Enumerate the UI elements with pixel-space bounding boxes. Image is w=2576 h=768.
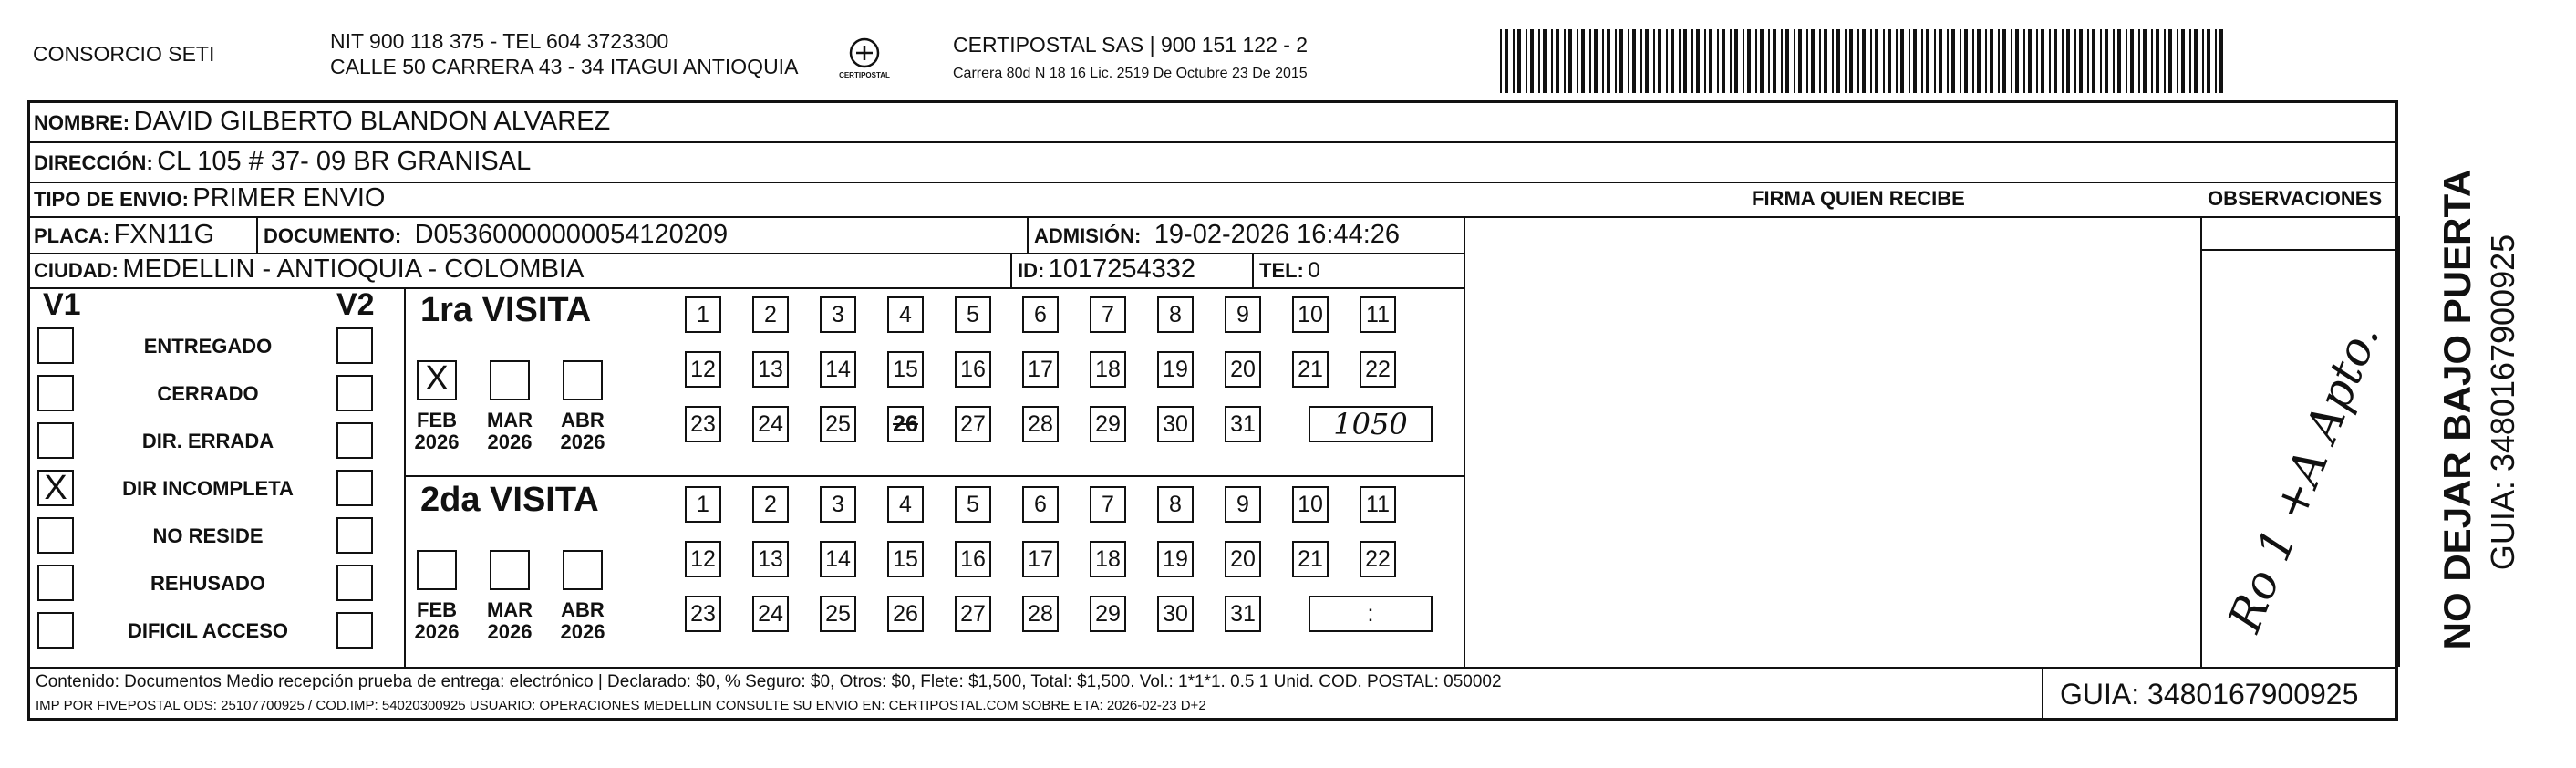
barcode-bar	[1845, 29, 1847, 93]
barcode-bar	[1824, 29, 1827, 93]
day-box[interactable]: 14	[820, 541, 856, 577]
barcode-bar	[1849, 29, 1853, 93]
day-box[interactable]: 10	[1292, 296, 1329, 333]
month-label	[409, 410, 464, 453]
v2-checkbox[interactable]	[336, 375, 373, 411]
shipping-form	[27, 100, 2398, 721]
barcode-bar	[1645, 29, 1649, 93]
tel-label: TEL:	[1259, 259, 1304, 282]
observaciones-note	[2200, 313, 2398, 659]
barcode-bar	[1998, 29, 2000, 93]
month-label	[482, 599, 537, 643]
v2-checkbox[interactable]	[336, 565, 373, 601]
barcode-bar	[1658, 29, 1661, 93]
recipient-name: DAVID GILBERTO BLANDON ALVAREZ	[133, 107, 611, 136]
month-name: MAR	[486, 598, 533, 621]
barcode-bar	[1722, 29, 1725, 93]
barcode-bar	[1875, 29, 1878, 93]
month-name: FEB	[417, 598, 457, 621]
barcode-bar	[1743, 29, 1744, 93]
visit-2-title: 2da VISITA	[420, 481, 599, 519]
v1-checkbox[interactable]	[37, 612, 74, 649]
barcode-bar	[1896, 29, 1898, 93]
day-box[interactable]: 23	[685, 406, 721, 442]
barcode-bar	[1960, 29, 1961, 93]
day-box[interactable]: 27	[955, 596, 991, 632]
barcode-bar	[1543, 29, 1547, 93]
barcode-bar	[1921, 29, 1923, 93]
barcode-bar	[1773, 29, 1776, 93]
v2-checkbox[interactable]	[336, 517, 373, 554]
day-box[interactable]: 26	[887, 406, 924, 442]
day-box[interactable]: 18	[1090, 541, 1126, 577]
day-box[interactable]: 13	[752, 351, 789, 388]
day-box[interactable]: 11	[1360, 486, 1396, 523]
firma-header: FIRMA QUIEN RECIBE	[1752, 187, 1965, 210]
barcode-bar	[1568, 29, 1572, 93]
day-box[interactable]: 5	[955, 296, 991, 333]
day-box[interactable]: 12	[685, 541, 721, 577]
barcode-bar	[1556, 29, 1559, 93]
barcode-bar	[1781, 29, 1783, 93]
month-year: 2026	[487, 620, 533, 643]
barcode-bar	[1794, 29, 1795, 93]
barcode-bar	[2074, 29, 2076, 93]
day-box[interactable]: 10	[1292, 486, 1329, 523]
day-box[interactable]: 4	[887, 296, 924, 333]
barcode-bar	[2087, 29, 2089, 93]
barcode-bar	[1671, 29, 1674, 93]
barcode-bar	[1679, 29, 1681, 93]
barcode-bar	[2054, 29, 2057, 93]
barcode-bar	[1577, 29, 1578, 93]
month-name: MAR	[486, 409, 533, 431]
day-box[interactable]: 25	[820, 596, 856, 632]
barcode-bar	[1811, 29, 1815, 93]
recipient-address: CL 105 # 37- 09 BR GRANISAL	[157, 147, 532, 176]
barcode-bar	[1836, 29, 1840, 93]
barcode-bar	[1717, 29, 1719, 93]
day-box[interactable]: 6	[1022, 486, 1059, 523]
day-box[interactable]: 15	[887, 351, 924, 388]
v1-header: V1	[43, 287, 81, 322]
direccion-label: DIRECCIÓN:	[34, 151, 153, 174]
day-box[interactable]: 9	[1225, 296, 1261, 333]
day-box[interactable]: 3	[820, 296, 856, 333]
barcode-bar	[1819, 29, 1821, 93]
day-box[interactable]: 22	[1360, 541, 1396, 577]
barcode-bar	[2100, 29, 2102, 93]
barcode-bar	[1538, 29, 1540, 93]
barcode-bar	[1517, 29, 1521, 93]
ciudad-label: CIUDAD:	[34, 259, 119, 282]
logo-icon	[837, 35, 892, 88]
day-box[interactable]: 18	[1090, 351, 1126, 388]
month-checkbox[interactable]: X	[417, 360, 457, 400]
barcode-bar	[2049, 29, 2051, 93]
barcode	[1500, 29, 2225, 93]
day-box[interactable]: 21	[1292, 351, 1329, 388]
logo-text: CERTIPOSTAL	[839, 71, 890, 79]
id-value: 1017254332	[1048, 254, 1196, 284]
month-name: FEB	[417, 409, 457, 431]
day-box[interactable]: 1	[685, 296, 721, 333]
barcode-bar	[1704, 29, 1706, 93]
barcode-bar	[1909, 29, 1910, 93]
admision-label: ADMISIÓN:	[1034, 224, 1142, 247]
license-line: Carrera 80d N 18 16 Lic. 2519 De Octubre 23 De 2015	[953, 66, 1308, 81]
day-box[interactable]: 17	[1022, 351, 1059, 388]
certipostal-logo	[837, 35, 892, 88]
barcode-bar	[2194, 29, 2198, 93]
barcode-bar	[2066, 29, 2070, 93]
barcode-bar	[1785, 29, 1789, 93]
barcode-bar	[2215, 29, 2217, 93]
day-box[interactable]: 12	[685, 351, 721, 388]
barcode-bar	[1691, 29, 1693, 93]
day-box[interactable]: 28	[1022, 596, 1059, 632]
barcode-bar	[2130, 29, 2134, 93]
barcode-bar	[1564, 29, 1566, 93]
day-box[interactable]: 30	[1157, 406, 1194, 442]
barcode-bar	[1747, 29, 1751, 93]
time-box[interactable]: 1050	[1309, 406, 1433, 442]
barcode-bar	[1530, 29, 1534, 93]
barcode-bar	[2041, 29, 2044, 93]
v1-checkbox[interactable]	[37, 422, 74, 459]
day-box[interactable]: 22	[1360, 351, 1396, 388]
barcode-bar	[1619, 29, 1623, 93]
barcode-bar	[2079, 29, 2083, 93]
day-box[interactable]: 15	[887, 541, 924, 577]
day-box[interactable]: 4	[887, 486, 924, 523]
v2-checkbox[interactable]	[336, 327, 373, 364]
barcode-bar	[1934, 29, 1936, 93]
placa-value: FXN11G	[113, 220, 215, 249]
day-box[interactable]: 13	[752, 541, 789, 577]
side-instruction: NO DEJAR BAJO PUERTA	[2436, 169, 2478, 650]
barcode-bar	[2113, 29, 2115, 93]
month-year: 2026	[560, 431, 605, 453]
day-box[interactable]: 2	[752, 486, 789, 523]
barcode-bar	[2126, 29, 2127, 93]
status-option-label: DIR. ERRADA	[141, 430, 274, 452]
barcode-bar	[1900, 29, 1904, 93]
day-box[interactable]: 26	[887, 596, 924, 632]
day-box[interactable]: 29	[1090, 406, 1126, 442]
barcode-bar	[1653, 29, 1655, 93]
observaciones-handwritten: Ro 1 +A Apto.	[2218, 316, 2390, 639]
barcode-bar	[1985, 29, 1987, 93]
day-box[interactable]: 16	[955, 541, 991, 577]
documento-value: D05360000000054120209	[414, 220, 729, 249]
barcode-bar	[1640, 29, 1642, 93]
v1-checkbox[interactable]: X	[37, 470, 74, 506]
barcode-bar	[1964, 29, 1968, 93]
barcode-bar	[1857, 29, 1859, 93]
v1-checkbox[interactable]	[37, 327, 74, 364]
day-box[interactable]: 30	[1157, 596, 1194, 632]
barcode-bar	[1602, 29, 1604, 93]
barcode-bar	[2011, 29, 2012, 93]
barcode-bar	[1768, 29, 1770, 93]
nombre-label: NOMBRE:	[34, 111, 130, 134]
barcode-bar	[2181, 29, 2185, 93]
barcode-bar	[2151, 29, 2153, 93]
day-box[interactable]: 5	[955, 486, 991, 523]
month-name: ABR	[561, 409, 605, 431]
time-box[interactable]: :	[1309, 596, 1433, 632]
barcode-bar	[1526, 29, 1527, 93]
footer-guia: GUIA: 3480167900925	[2060, 678, 2359, 711]
day-box[interactable]: 14	[820, 351, 856, 388]
month-label	[555, 599, 610, 643]
status-option-label: NO RESIDE	[152, 524, 264, 547]
day-box[interactable]: 17	[1022, 541, 1059, 577]
barcode-bar	[1990, 29, 1993, 93]
barcode-bar	[1709, 29, 1712, 93]
barcode-bar	[1615, 29, 1617, 93]
barcode-bar	[1913, 29, 1917, 93]
month-checkbox[interactable]	[563, 360, 603, 400]
status-option-label: DIR INCOMPLETA	[122, 477, 294, 500]
day-box[interactable]: 9	[1225, 486, 1261, 523]
tel-value: 0	[1308, 258, 1320, 283]
status-option-label: ENTREGADO	[143, 335, 273, 358]
observaciones-header: OBSERVACIONES	[2208, 187, 2383, 210]
barcode-bar	[2092, 29, 2095, 93]
status-option-label: REHUSADO	[150, 572, 265, 595]
barcode-bar	[1696, 29, 1700, 93]
footer-contenido: Contenido: Documentos Medio recepción prueba de entrega: electrónico | Declarado: $0, % Seguro: $0, Otros: $0, Flete: $1,500, Total: $1,500. Vol.: 1*1*1. 0.5 1 Unid. COD. POSTAL: 050002	[36, 672, 1502, 691]
month-checkbox[interactable]	[563, 550, 603, 590]
placa-label: PLACA:	[34, 224, 110, 247]
side-panel	[2407, 100, 2521, 721]
barcode-bar	[1607, 29, 1610, 93]
v2-checkbox[interactable]	[336, 422, 373, 459]
month-checkbox[interactable]	[417, 550, 457, 590]
v1-checkbox[interactable]	[37, 517, 74, 554]
day-box[interactable]: 24	[752, 596, 789, 632]
barcode-bar	[2207, 29, 2210, 93]
day-box[interactable]: 19	[1157, 541, 1194, 577]
barcode-bar	[1806, 29, 1808, 93]
barcode-bar	[1926, 29, 1929, 93]
v1-checkbox[interactable]	[37, 565, 74, 601]
barcode-bar	[1628, 29, 1629, 93]
day-box[interactable]: 31	[1225, 596, 1261, 632]
barcode-bar	[1888, 29, 1891, 93]
status-option-label: CERRADO	[157, 382, 259, 405]
barcode-bar	[1832, 29, 1834, 93]
status-option-label: DIFICIL ACCESO	[127, 619, 288, 642]
barcode-bar	[2015, 29, 2019, 93]
tipo-envio: PRIMER ENVIO	[192, 183, 386, 213]
barcode-bar	[2189, 29, 2191, 93]
day-box[interactable]: 8	[1157, 296, 1194, 333]
barcode-bar	[1513, 29, 1515, 93]
barcode-bar	[1594, 29, 1598, 93]
barcode-bar	[1683, 29, 1687, 93]
month-label	[555, 410, 610, 453]
barcode-bar	[2062, 29, 2064, 93]
documento-label: DOCUMENTO:	[264, 224, 402, 247]
barcode-bar	[1972, 29, 1974, 93]
v2-checkbox[interactable]	[336, 612, 373, 649]
barcode-bar	[1632, 29, 1636, 93]
ciudad-value: MEDELLIN - ANTIOQUIA - COLOMBIA	[122, 254, 585, 284]
day-box[interactable]: 2	[752, 296, 789, 333]
barcode-bar	[2023, 29, 2025, 93]
barcode-bar	[1951, 29, 1955, 93]
month-label	[482, 410, 537, 453]
barcode-bar	[2105, 29, 2108, 93]
v2-header: V2	[336, 287, 375, 322]
barcode-bar	[1862, 29, 1866, 93]
day-box[interactable]: 8	[1157, 486, 1194, 523]
day-box[interactable]: 19	[1157, 351, 1194, 388]
company-name: CONSORCIO SETI	[33, 42, 215, 66]
barcode-bar	[1551, 29, 1553, 93]
month-year: 2026	[560, 620, 605, 643]
id-label: ID:	[1018, 259, 1045, 282]
barcode-bar	[2202, 29, 2204, 93]
day-box[interactable]: 23	[685, 596, 721, 632]
barcode-bar	[1870, 29, 1872, 93]
day-box[interactable]: 7	[1090, 486, 1126, 523]
carrier-line: CERTIPOSTAL SAS | 900 151 122 - 2	[953, 33, 1309, 57]
day-box[interactable]: 6	[1022, 296, 1059, 333]
admision-value: 19-02-2026 16:44:26	[1154, 220, 1401, 249]
day-box[interactable]: 1	[685, 486, 721, 523]
day-box[interactable]: 21	[1292, 541, 1329, 577]
barcode-bar	[1883, 29, 1885, 93]
barcode-bar	[1505, 29, 1508, 93]
day-box[interactable]: 7	[1090, 296, 1126, 333]
day-box[interactable]: 28	[1022, 406, 1059, 442]
month-year: 2026	[414, 431, 460, 453]
nit-line: NIT 900 118 375 - TEL 604 3723300	[330, 29, 669, 53]
barcode-bar	[2143, 29, 2147, 93]
barcode-bar	[1755, 29, 1757, 93]
barcode-bar	[2219, 29, 2223, 93]
address-line: CALLE 50 CARRERA 43 - 34 ITAGUI ANTIOQUIA	[330, 55, 799, 78]
day-box[interactable]: 20	[1225, 351, 1261, 388]
barcode-bar	[1939, 29, 1942, 93]
v2-checkbox[interactable]	[336, 470, 373, 506]
day-box[interactable]: 25	[820, 406, 856, 442]
day-box[interactable]: 29	[1090, 596, 1126, 632]
barcode-bar	[2002, 29, 2006, 93]
barcode-bar	[2138, 29, 2140, 93]
day-box[interactable]: 20	[1225, 541, 1261, 577]
day-box[interactable]: 27	[955, 406, 991, 442]
tipo-envio-label: TIPO DE ENVIO:	[34, 188, 189, 211]
month-label	[409, 599, 464, 643]
day-box[interactable]: 11	[1360, 296, 1396, 333]
barcode-bar	[1734, 29, 1738, 93]
footer-imp: IMP POR FIVEPOSTAL ODS: 25107700925 / COD.IMP: 54020300925 USUARIO: OPERACIONES MEDELLIN CONSULTE SU ENVIO EN: CERTIPOSTAL.COM SOBRE ETA: 2026-02-23 D+2	[36, 698, 1206, 713]
barcode-bar	[2177, 29, 2178, 93]
month-checkbox[interactable]	[490, 360, 530, 400]
barcode-bar	[1798, 29, 1802, 93]
visit-1-title: 1ra VISITA	[420, 291, 592, 329]
barcode-bar	[1730, 29, 1732, 93]
day-box[interactable]: 24	[752, 406, 789, 442]
barcode-bar	[1581, 29, 1585, 93]
month-year: 2026	[414, 620, 460, 643]
day-box[interactable]: 16	[955, 351, 991, 388]
side-guia: GUIA: 3480167900925	[2484, 234, 2521, 571]
day-box[interactable]: 31	[1225, 406, 1261, 442]
barcode-bar	[2156, 29, 2159, 93]
barcode-bar	[1947, 29, 1949, 93]
day-box[interactable]: 3	[820, 486, 856, 523]
barcode-bar	[2117, 29, 2121, 93]
barcode-bar	[1589, 29, 1591, 93]
barcode-bar	[2028, 29, 2032, 93]
month-year: 2026	[487, 431, 533, 453]
barcode-bar	[2164, 29, 2166, 93]
barcode-bar	[1666, 29, 1668, 93]
barcode-bar	[2036, 29, 2038, 93]
barcode-bar	[2168, 29, 2172, 93]
month-checkbox[interactable]	[490, 550, 530, 590]
month-name: ABR	[561, 598, 605, 621]
barcode-bar	[1500, 29, 1502, 93]
barcode-bar	[1977, 29, 1981, 93]
barcode-bar	[1760, 29, 1764, 93]
v1-checkbox[interactable]	[37, 375, 74, 411]
